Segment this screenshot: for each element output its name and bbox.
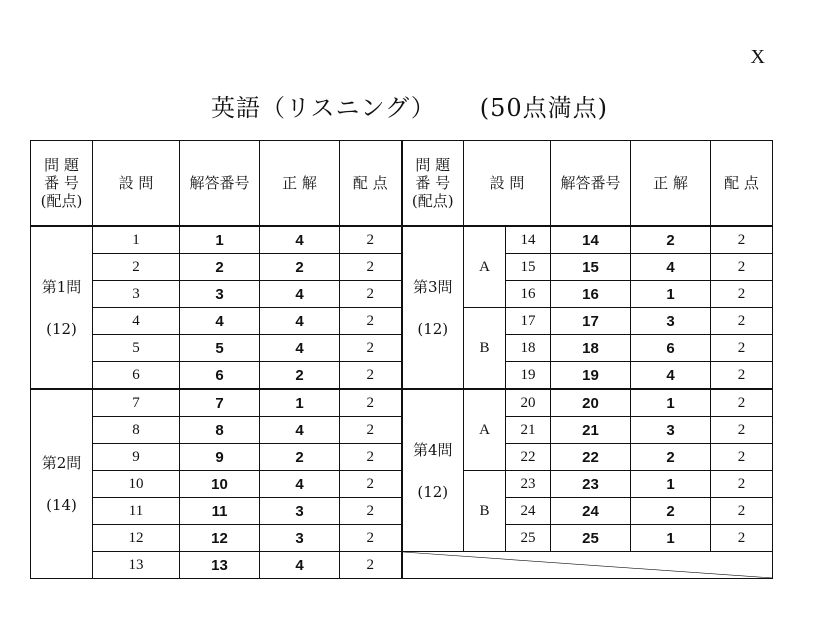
points-cell: 2 <box>340 226 402 254</box>
question-number: 23 <box>506 471 551 498</box>
correct-answer: 1 <box>631 281 711 308</box>
header-answer-number-left: 解答番号 <box>180 141 260 227</box>
answer-number: 25 <box>551 525 631 552</box>
header-group-left: 問 題 番 号 (配点) <box>31 141 93 227</box>
table-row <box>31 552 773 579</box>
points-cell: 2 <box>711 308 773 335</box>
answer-number: 20 <box>551 389 631 417</box>
question-number: 15 <box>506 254 551 281</box>
answer-number: 4 <box>180 308 260 335</box>
answer-number: 3 <box>180 281 260 308</box>
points-cell: 2 <box>340 389 402 417</box>
correct-answer: 2 <box>631 226 711 254</box>
correct-answer: 3 <box>631 417 711 444</box>
question-number: 14 <box>506 226 551 254</box>
correct-answer: 4 <box>260 335 340 362</box>
answer-number: 15 <box>551 254 631 281</box>
points-cell: 2 <box>711 498 773 525</box>
correct-answer: 1 <box>631 525 711 552</box>
question-number: 19 <box>506 362 551 390</box>
table-row <box>31 226 773 254</box>
question-number: 24 <box>506 498 551 525</box>
correct-answer: 4 <box>260 552 340 579</box>
points-cell: 2 <box>711 335 773 362</box>
part-label: B <box>464 308 506 390</box>
points-cell: 2 <box>340 525 402 552</box>
header-row <box>31 141 773 227</box>
question-number: 12 <box>93 525 180 552</box>
question-number: 6 <box>93 362 180 390</box>
answer-number: 5 <box>180 335 260 362</box>
correct-answer: 4 <box>260 471 340 498</box>
group-points: (12) <box>417 319 449 338</box>
correct-answer: 2 <box>260 444 340 471</box>
header-group-right: 問 題 番 号 (配点) <box>402 141 464 227</box>
group-label: 第3問 <box>412 277 453 296</box>
question-number: 4 <box>93 308 180 335</box>
answer-number: 21 <box>551 417 631 444</box>
points-cell: 2 <box>711 525 773 552</box>
correct-answer: 4 <box>260 226 340 254</box>
correct-answer: 1 <box>631 471 711 498</box>
question-number: 9 <box>93 444 180 471</box>
answer-number: 16 <box>551 281 631 308</box>
points-cell: 2 <box>340 498 402 525</box>
question-number: 3 <box>93 281 180 308</box>
page-title <box>0 88 819 123</box>
answer-number: 18 <box>551 335 631 362</box>
answer-body <box>31 226 773 579</box>
header-answer-number-right: 解答番号 <box>551 141 631 227</box>
question-number: 17 <box>506 308 551 335</box>
answer-number: 23 <box>551 471 631 498</box>
part-label: A <box>464 389 506 471</box>
answer-number: 11 <box>180 498 260 525</box>
answer-number: 10 <box>180 471 260 498</box>
part-label: A <box>464 226 506 308</box>
diagonal-line <box>403 552 773 578</box>
answer-table <box>30 140 773 579</box>
answer-number: 6 <box>180 362 260 390</box>
correct-answer: 4 <box>631 254 711 281</box>
answer-number: 2 <box>180 254 260 281</box>
header-question-left: 設 問 <box>93 141 180 227</box>
points-cell: 2 <box>711 389 773 417</box>
points-cell: 2 <box>711 281 773 308</box>
part-label: B <box>464 471 506 552</box>
correct-answer: 4 <box>260 281 340 308</box>
points-cell: 2 <box>711 471 773 498</box>
group-label-cell <box>31 226 93 389</box>
question-number: 13 <box>93 552 180 579</box>
question-number: 22 <box>506 444 551 471</box>
correct-answer: 2 <box>260 254 340 281</box>
question-number: 11 <box>93 498 180 525</box>
points-cell: 2 <box>340 552 402 579</box>
header-correct-right: 正 解 <box>631 141 711 227</box>
title-points: (50点満点) <box>479 94 609 122</box>
group-label-cell <box>402 389 464 552</box>
correct-answer: 2 <box>631 444 711 471</box>
question-number: 2 <box>93 254 180 281</box>
header-correct-left: 正 解 <box>260 141 340 227</box>
header-points-left: 配 点 <box>340 141 402 227</box>
points-cell: 2 <box>340 335 402 362</box>
answer-number: 14 <box>551 226 631 254</box>
answer-number: 7 <box>180 389 260 417</box>
title-subject: 英語（リスニング） <box>210 94 436 122</box>
answer-number: 17 <box>551 308 631 335</box>
group-label-cell <box>402 226 464 389</box>
question-number: 7 <box>93 389 180 417</box>
points-cell: 2 <box>340 362 402 390</box>
points-cell: 2 <box>711 444 773 471</box>
correct-answer: 1 <box>260 389 340 417</box>
question-number: 18 <box>506 335 551 362</box>
correct-answer: 3 <box>631 308 711 335</box>
header-points-right: 配 点 <box>711 141 773 227</box>
answer-number: 22 <box>551 444 631 471</box>
answer-number: 12 <box>180 525 260 552</box>
correct-answer: 2 <box>631 498 711 525</box>
correct-answer: 1 <box>631 389 711 417</box>
correct-answer: 6 <box>631 335 711 362</box>
question-number: 16 <box>506 281 551 308</box>
points-cell: 2 <box>340 254 402 281</box>
points-cell: 2 <box>711 254 773 281</box>
answer-number: 9 <box>180 444 260 471</box>
correct-answer: 2 <box>260 362 340 390</box>
question-number: 5 <box>93 335 180 362</box>
points-cell: 2 <box>711 417 773 444</box>
group-label: 第2問 <box>41 454 82 472</box>
answer-number: 1 <box>180 226 260 254</box>
correct-answer: 4 <box>260 308 340 335</box>
question-number: 20 <box>506 389 551 417</box>
question-number: 10 <box>93 471 180 498</box>
correct-answer: 4 <box>260 417 340 444</box>
correct-answer: 4 <box>631 362 711 390</box>
question-number: 1 <box>93 226 180 254</box>
blank-cell <box>402 552 773 579</box>
points-cell: 2 <box>340 308 402 335</box>
points-cell: 2 <box>711 226 773 254</box>
points-cell: 2 <box>340 417 402 444</box>
header-question-right: 設 問 <box>464 141 551 227</box>
table-row <box>31 389 773 417</box>
question-number: 8 <box>93 417 180 444</box>
answer-number: 24 <box>551 498 631 525</box>
question-number: 25 <box>506 525 551 552</box>
group-points: (12) <box>417 482 449 501</box>
points-cell: 2 <box>340 471 402 498</box>
group-label-cell <box>31 389 93 579</box>
points-cell: 2 <box>711 362 773 390</box>
group-points: (12) <box>46 319 77 338</box>
points-cell: 2 <box>340 281 402 308</box>
answer-number: 19 <box>551 362 631 390</box>
correct-answer: 3 <box>260 498 340 525</box>
answer-number: 13 <box>180 552 260 579</box>
corner-mark: X <box>750 46 765 68</box>
points-cell: 2 <box>340 444 402 471</box>
group-label: 第1問 <box>41 277 82 296</box>
group-label: 第4問 <box>412 440 453 459</box>
group-points: (14) <box>46 496 77 514</box>
correct-answer: 3 <box>260 525 340 552</box>
question-number: 21 <box>506 417 551 444</box>
answer-number: 8 <box>180 417 260 444</box>
